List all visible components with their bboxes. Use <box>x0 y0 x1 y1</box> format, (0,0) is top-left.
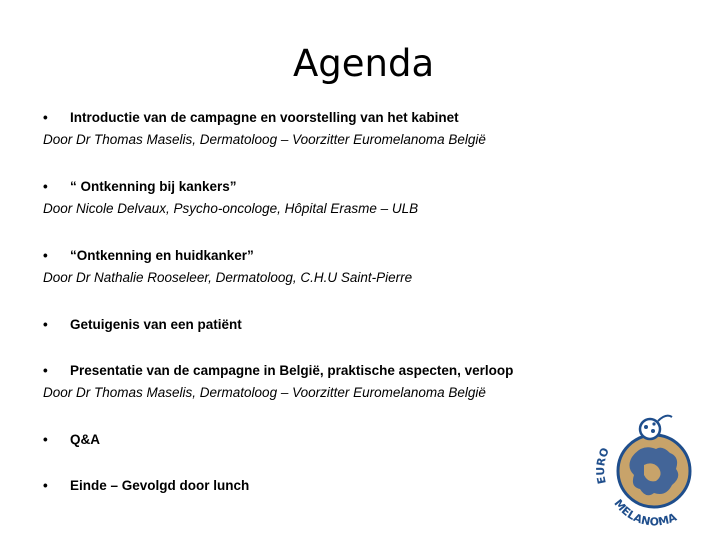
bullet-icon: • <box>43 110 48 125</box>
logo-text-bottom: MELANOMA <box>611 496 679 529</box>
euromelanoma-logo <box>592 405 707 530</box>
agenda-speaker: Door Dr Thomas Maselis, Dermatoloog – Voorzitter Euromelanoma België <box>43 132 486 147</box>
bullet-icon: • <box>43 478 48 493</box>
agenda-heading: “ Ontkenning bij kankers” <box>70 179 237 194</box>
agenda-item-1 <box>43 107 486 151</box>
bullet-icon: • <box>43 363 48 378</box>
agenda-heading: Einde – Gevolgd door lunch <box>70 478 250 493</box>
agenda-item-2 <box>43 176 418 220</box>
agenda-speaker: Door Nicole Delvaux, Psycho-oncologe, Hôpital Erasme – ULB <box>43 201 419 216</box>
agenda-heading: Introductie van de campagne en voorstelling van het kabinet <box>70 110 459 125</box>
agenda-item-5 <box>43 360 514 404</box>
bullet-icon: • <box>43 432 48 447</box>
bullet-icon: • <box>43 317 48 332</box>
bullet-icon: • <box>43 179 48 194</box>
agenda-heading: “Ontkenning en huidkanker” <box>70 248 254 263</box>
agenda-heading: Getuigenis van een patiënt <box>70 317 242 332</box>
bullet-icon: • <box>43 248 48 263</box>
agenda-heading: Presentatie van de campagne in België, praktische aspecten, verloop <box>70 363 514 378</box>
ladybug-icon <box>640 419 660 439</box>
agenda-speaker: Door Dr Thomas Maselis, Dermatoloog – Voorzitter Euromelanoma België <box>43 385 486 400</box>
agenda-item-3 <box>43 245 412 289</box>
title-text: Agenda <box>293 42 435 85</box>
logo-text-top: EURO <box>594 445 612 486</box>
agenda-speaker: Door Dr Nathalie Rooseleer, Dermatoloog, C.H.U Saint-Pierre <box>43 270 413 285</box>
agenda-heading: Q&A <box>70 432 100 447</box>
